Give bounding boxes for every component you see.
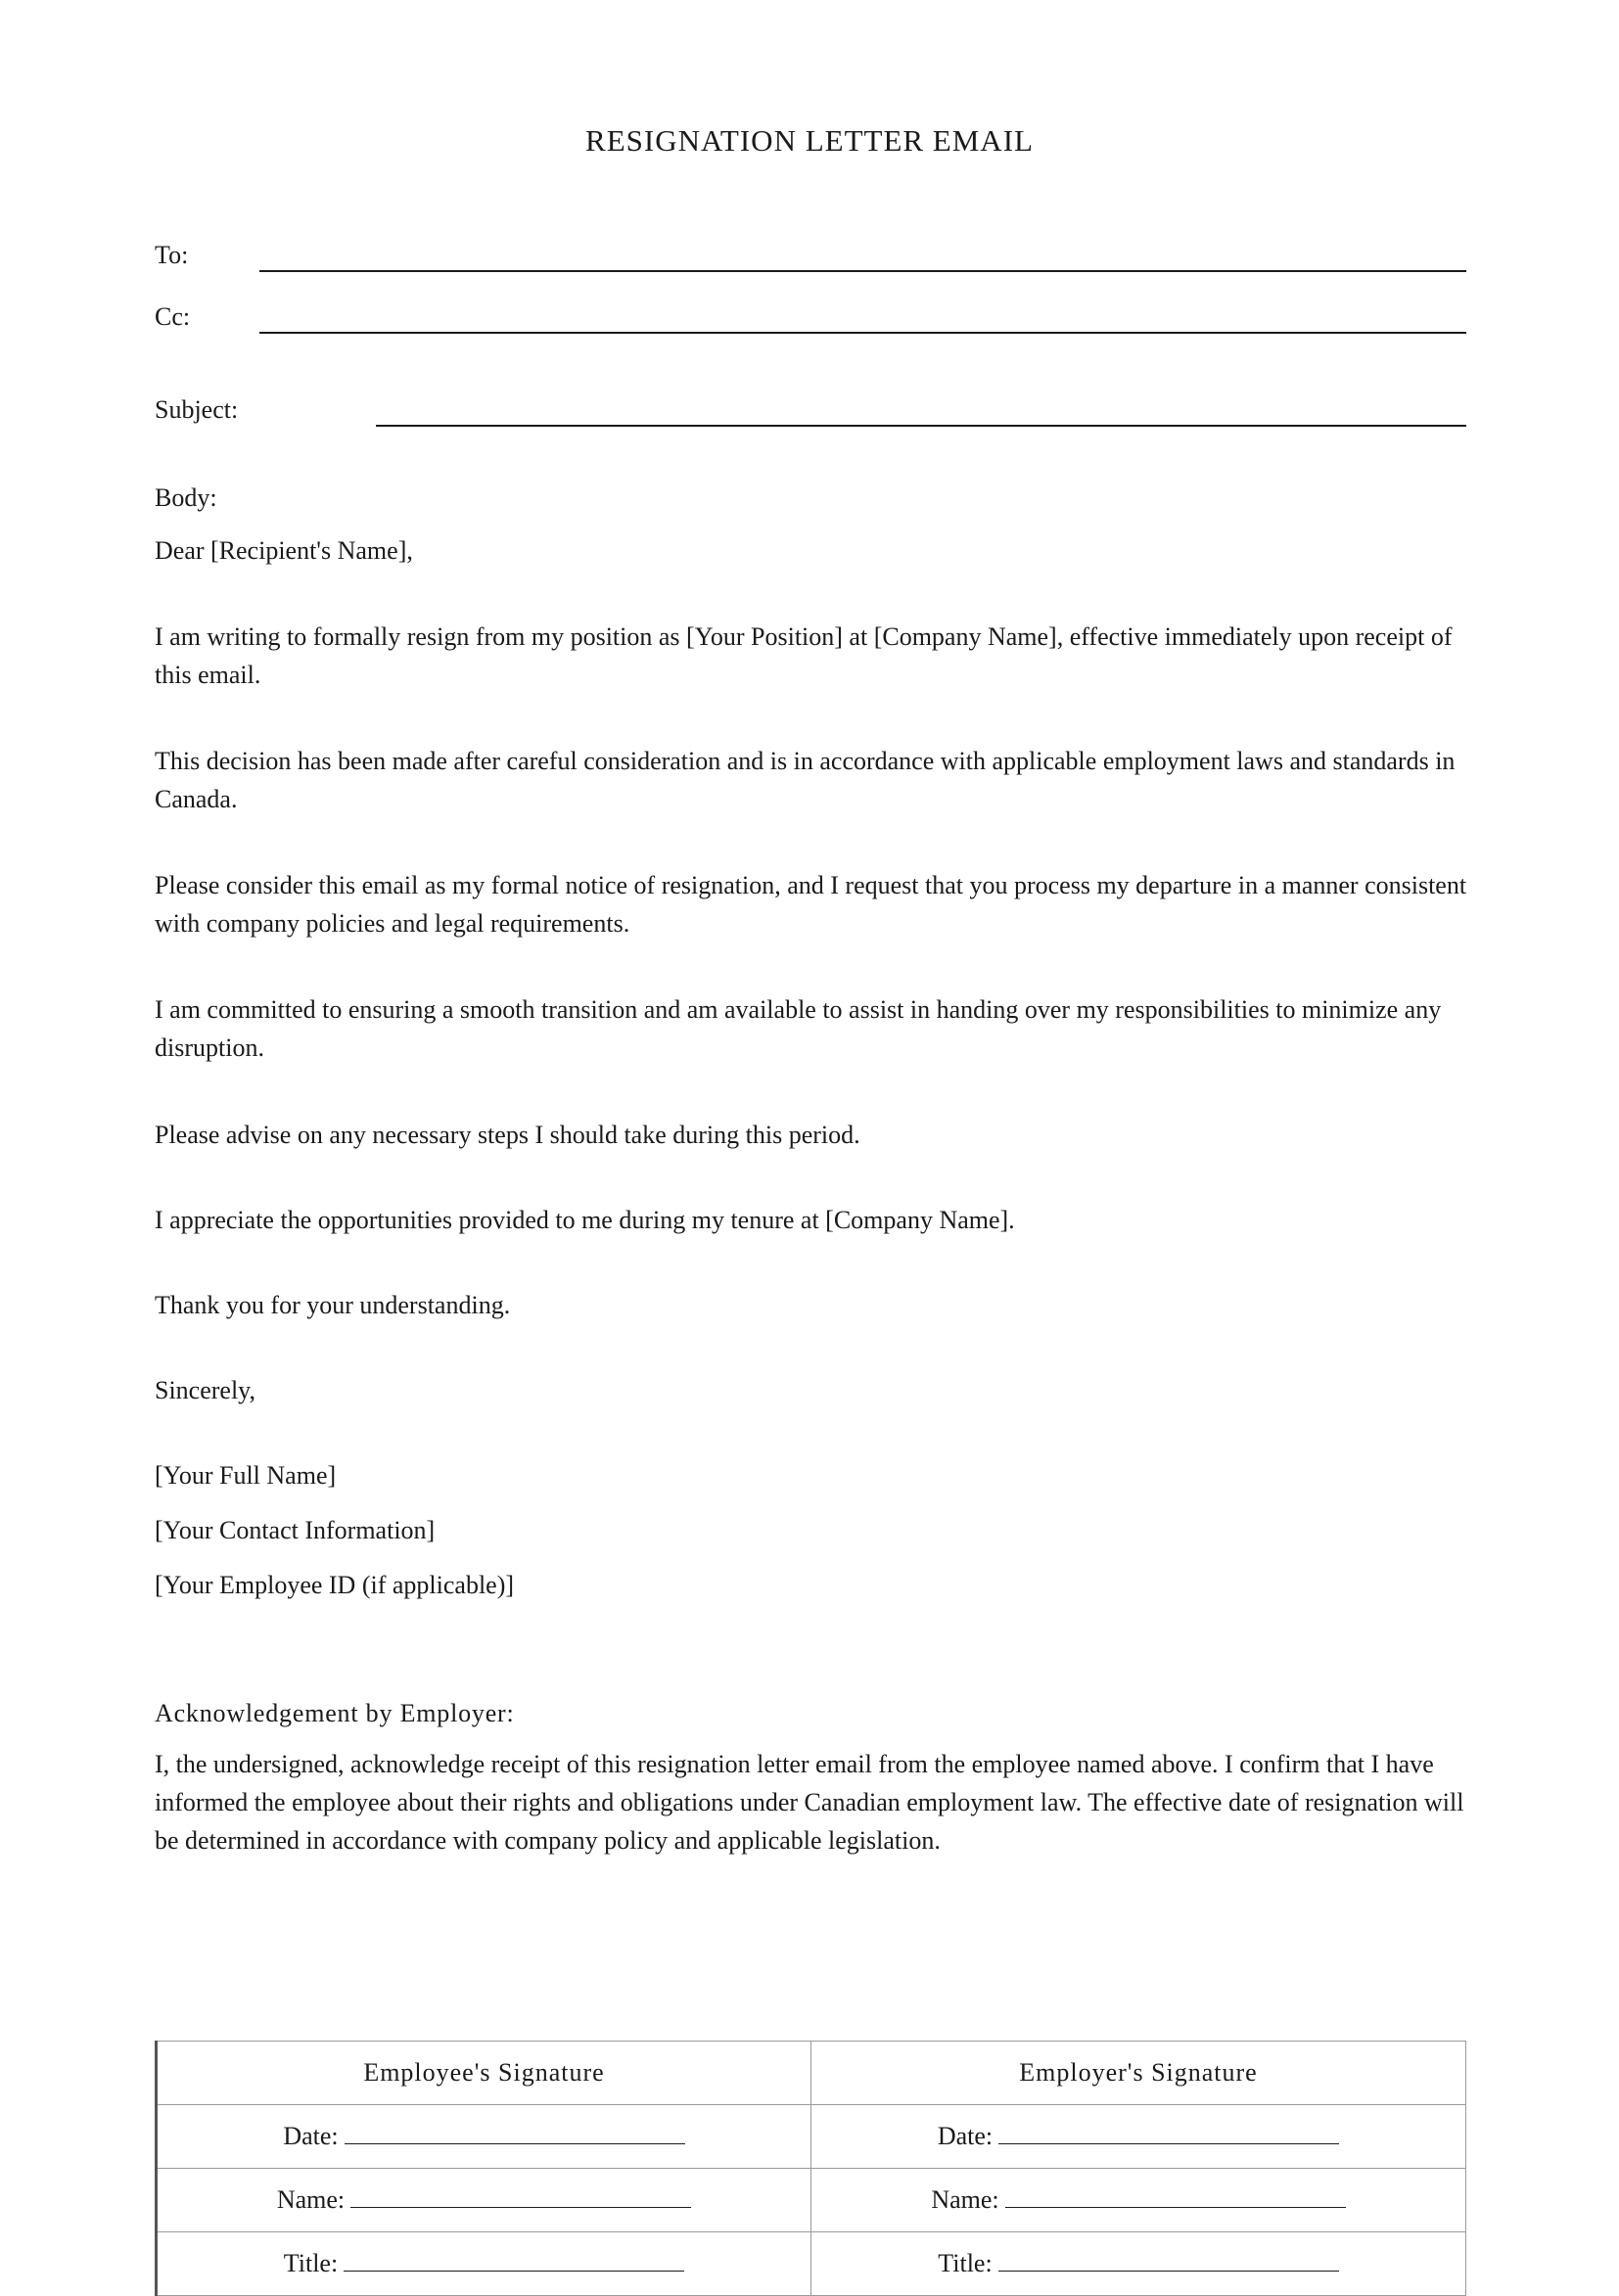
paragraph: I am committed to ensuring a smooth transition and am available to assist in handing over my responsibilities to minimize any disruption. <box>155 995 1442 1062</box>
employee-name-blank[interactable] <box>350 2185 691 2208</box>
signature-line-contact: [Your Contact Information] <box>155 1516 436 1544</box>
employee-signature-header: Employee's Signature <box>157 2042 811 2105</box>
signature-table-date-row <box>157 2105 1466 2169</box>
cc-input-line[interactable] <box>259 332 1466 334</box>
paragraph: Please consider this email as my formal notice of resignation, and I request that you process my departure in a manner consistent with company policies and legal requirements. <box>155 871 1467 938</box>
employee-title-blank[interactable] <box>344 2249 684 2272</box>
paragraph: This decision has been made after careful consideration and is in accordance with applicable employment laws and standards in Canada. <box>155 747 1456 813</box>
title-label: Title: <box>938 2249 993 2277</box>
subject-field <box>155 388 1466 427</box>
employer-name-cell <box>811 2169 1466 2232</box>
signature-table-title-row <box>157 2232 1466 2296</box>
employee-date-cell <box>157 2105 811 2169</box>
paragraph: I am writing to formally resign from my position as [Your Position] at [Company Name], effective immediately upon receipt of this email. <box>155 622 1453 689</box>
cc-label: Cc: <box>155 302 191 331</box>
signature-table <box>155 2041 1466 2296</box>
body-label: Body: <box>155 483 217 512</box>
closing: Sincerely, <box>155 1376 255 1404</box>
paragraph: I appreciate the opportunities provided to me during my tenure at [Company Name]. <box>155 1206 1015 1234</box>
acknowledgement-text: I, the undersigned, acknowledge receipt of this resignation letter email from the employee named above. I confirm that I have informed the employee about their rights and obligations under Canadian employment law. The effective date of resignation will be determined in accordance with company policy and applicable legislation. <box>155 1750 1464 1855</box>
employee-title-cell <box>157 2232 811 2296</box>
to-input-line[interactable] <box>259 270 1466 272</box>
employer-name-blank[interactable] <box>1005 2185 1346 2208</box>
acknowledgement-heading: Acknowledgement by Employer: <box>155 1699 515 1727</box>
signature-line-employee-id: [Your Employee ID (if applicable)] <box>155 1571 515 1599</box>
to-field <box>155 233 1466 272</box>
employer-title-blank[interactable] <box>998 2249 1339 2272</box>
name-label: Name: <box>276 2185 346 2214</box>
paragraph: Thank you for your understanding. <box>155 1291 511 1319</box>
employee-name-cell <box>157 2169 811 2232</box>
employer-title-cell <box>811 2232 1466 2296</box>
employee-date-blank[interactable] <box>345 2122 685 2144</box>
document-title: RESIGNATION LETTER EMAIL <box>585 123 1034 158</box>
salutation: Dear [Recipient's Name], <box>155 536 413 565</box>
employer-signature-header: Employer's Signature <box>811 2042 1466 2105</box>
title-label: Title: <box>283 2249 339 2277</box>
date-label: Date: <box>283 2122 339 2150</box>
signature-table-header-row <box>157 2042 1466 2105</box>
date-label: Date: <box>937 2122 994 2150</box>
signature-line-name: [Your Full Name] <box>155 1461 337 1490</box>
paragraph: Please advise on any necessary steps I should take during this period. <box>155 1121 860 1149</box>
employer-date-blank[interactable] <box>998 2122 1339 2144</box>
cc-field <box>155 295 1466 334</box>
subject-input-line[interactable] <box>376 425 1466 427</box>
to-label: To: <box>155 241 189 269</box>
employer-date-cell <box>811 2105 1466 2169</box>
subject-label: Subject: <box>155 395 239 424</box>
signature-table-name-row <box>157 2169 1466 2232</box>
name-label: Name: <box>931 2185 999 2214</box>
